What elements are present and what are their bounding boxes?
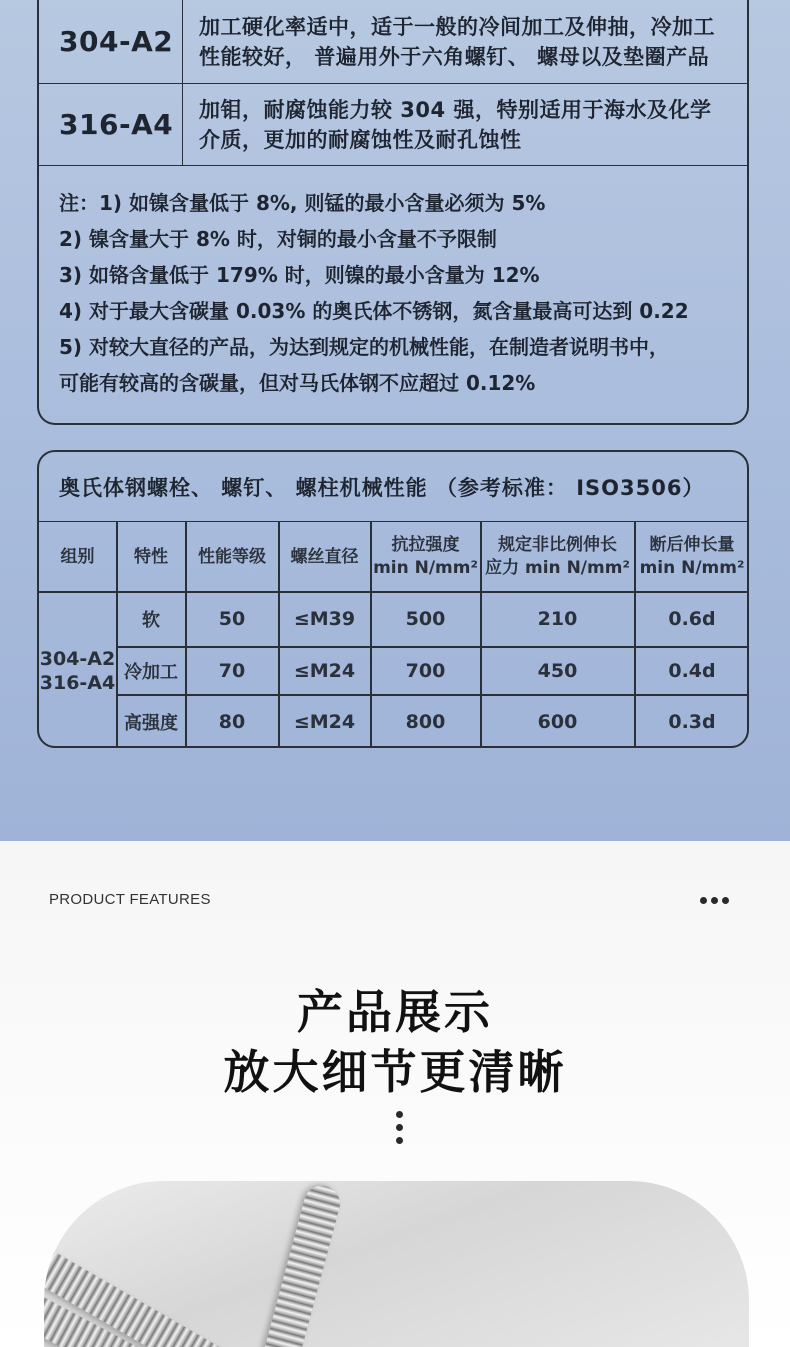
grade-description bbox=[199, 0, 745, 83]
mechanical-properties-table bbox=[37, 450, 749, 748]
section-label: PRODUCT FEATURES bbox=[49, 891, 211, 908]
grade-row-304 bbox=[39, 0, 747, 84]
table-cell: 0.4d bbox=[668, 659, 716, 682]
note-item: 4) 对于最大含碳量 0.03% 的奥氏体不锈钢，氮含量最高可达到 0.22 bbox=[59, 299, 689, 323]
grade-row-316 bbox=[39, 84, 747, 166]
product-photo bbox=[44, 1181, 749, 1347]
grade-desc-line: 性能较好， 普遍用外于六角螺钉、 螺母以及垫圈产品 bbox=[199, 44, 710, 69]
grade-code: 316-A4 bbox=[39, 84, 183, 165]
column-header-yield: 规定非比例伸长 应力 min N/mm² bbox=[485, 535, 630, 578]
grade-desc-line: 加钼，耐腐蚀能力较 304 强，特别适用于海水及化学 bbox=[199, 97, 712, 122]
table-cell: 软 bbox=[142, 610, 160, 631]
column-header-tensile: 抗拉强度 min N/mm² bbox=[373, 535, 478, 578]
column-header-group: 组别 bbox=[60, 546, 95, 567]
grade-description bbox=[199, 84, 745, 165]
column-header-property: 特性 bbox=[134, 546, 168, 567]
table-cell: ≤M24 bbox=[293, 710, 356, 733]
note-item: 2) 镍含量大于 8% 时，对铜的最小含量不予限制 bbox=[59, 227, 497, 251]
grade-code: 304-A2 bbox=[39, 0, 183, 83]
headline-line-2: 放大细节更清晰 bbox=[223, 1045, 567, 1099]
column-header-diameter: 螺丝直径 bbox=[290, 546, 359, 567]
table-cell: ≤M39 bbox=[293, 608, 356, 630]
table-cell: 500 bbox=[405, 608, 446, 630]
headline-line-1: 产品展示 bbox=[297, 985, 493, 1039]
table-cell: 0.3d bbox=[668, 710, 716, 733]
threaded-rod-image bbox=[252, 1182, 344, 1347]
table-cell: 80 bbox=[218, 710, 246, 733]
table-cell: 70 bbox=[218, 659, 246, 682]
table-title: 奥氏体钢螺栓、 螺钉、 螺柱机械性能 （参考标准： ISO3506） bbox=[39, 452, 747, 522]
product-features-section bbox=[0, 841, 790, 1347]
table-cell: 700 bbox=[405, 659, 446, 682]
table-cell: 210 bbox=[537, 608, 578, 630]
table-cell: 50 bbox=[218, 608, 246, 630]
column-header-elongation: 断后伸长量 min N/mm² bbox=[639, 535, 745, 578]
note-item: 3) 如铬含量低于 179% 时，则镍的最小含量为 12% bbox=[59, 263, 540, 287]
table-cell: 0.6d bbox=[668, 608, 716, 630]
vertical-dots-icon bbox=[396, 1111, 403, 1144]
table-cell: 冷加工 bbox=[124, 661, 178, 683]
column-header-grade: 性能等级 bbox=[198, 546, 266, 567]
ellipsis-icon bbox=[700, 897, 729, 904]
table-cell: 600 bbox=[537, 710, 578, 733]
note-item: 可能有较高的含碳量，但对马氏体钢不应超过 0.12% bbox=[59, 371, 536, 395]
group-cell: 304-A2 316-A4 bbox=[39, 648, 116, 694]
notes-list bbox=[59, 185, 745, 401]
table-cell: 高强度 bbox=[124, 712, 178, 734]
table-cell: 800 bbox=[405, 710, 446, 733]
grade-desc-line: 介质，更加的耐腐蚀性及耐孔蚀性 bbox=[199, 127, 522, 152]
note-item: 5) 对较大直径的产品，为达到规定的机械性能，在制造者说明书中， bbox=[59, 335, 670, 359]
table-cell: ≤M24 bbox=[293, 659, 356, 682]
grade-desc-line: 加工硬化率适中，适于一般的冷间加工及伸抽，冷加工 bbox=[199, 14, 715, 39]
note-item: 注：1) 如镍含量低于 8%, 则锰的最小含量必须为 5% bbox=[59, 191, 546, 215]
grade-description-table bbox=[37, 0, 749, 425]
table-cell: 450 bbox=[537, 659, 578, 682]
